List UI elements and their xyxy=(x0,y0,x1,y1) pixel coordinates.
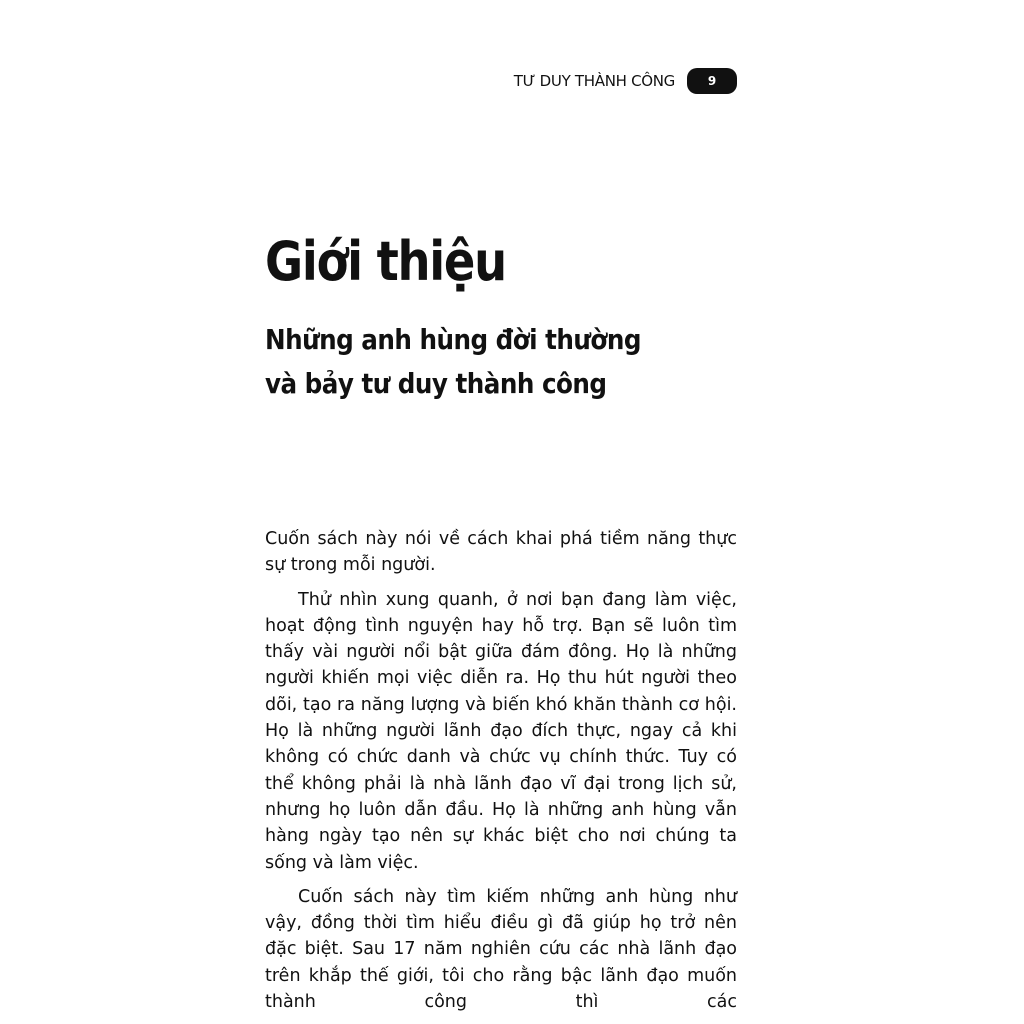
page-number-badge: 9 xyxy=(687,68,737,94)
paragraph-1: Cuốn sách này nói về cách khai phá tiềm năng thực sự trong mỗi người. xyxy=(265,529,737,576)
body-text xyxy=(265,526,737,1023)
chapter-subtitle-line-2: và bảy tư duy thành công xyxy=(265,367,607,400)
paragraph-2: Thử nhìn xung quanh, ở nơi bạn đang làm việc, hoạt động tình nguyện hay hỗ trợ. Bạn sẽ luôn tìm thấy vài người nổi bật giữa đám đông. Họ là những người khiến mọi việc diễn ra. Họ thu hút người theo dõi, tạo ra năng lượng và biến khó khăn thành cơ hội. Họ là những người lãnh đạo đích thực, ngay cả khi không có chức danh và chức vụ chính thức. Tuy có thể không phải là nhà lãnh đạo vĩ đại trong lịch sử, nhưng họ luôn dẫn đầu. Họ là những anh hùng vẫn hàng ngày tạo nên sự khác biệt cho nơi chúng ta sống và làm việc. xyxy=(265,589,737,873)
running-title: TƯ DUY THÀNH CÔNG xyxy=(513,72,675,90)
paragraph-3: Cuốn sách này tìm kiếm những anh hùng như vậy, đồng thời tìm hiểu điều gì đã giúp họ trở nên đặc biệt. Sau 17 năm nghiên cứu các nhà lãnh đạo trên khắp thế giới, tôi cho rằng bậc lãnh đạo muốn thành công thì các xyxy=(265,886,737,1013)
chapter-title: Giới thiệu xyxy=(265,230,506,293)
running-header xyxy=(514,68,737,94)
chapter-subtitle-line-1: Những anh hùng đời thường xyxy=(265,323,641,356)
chapter-subtitle xyxy=(265,318,641,406)
